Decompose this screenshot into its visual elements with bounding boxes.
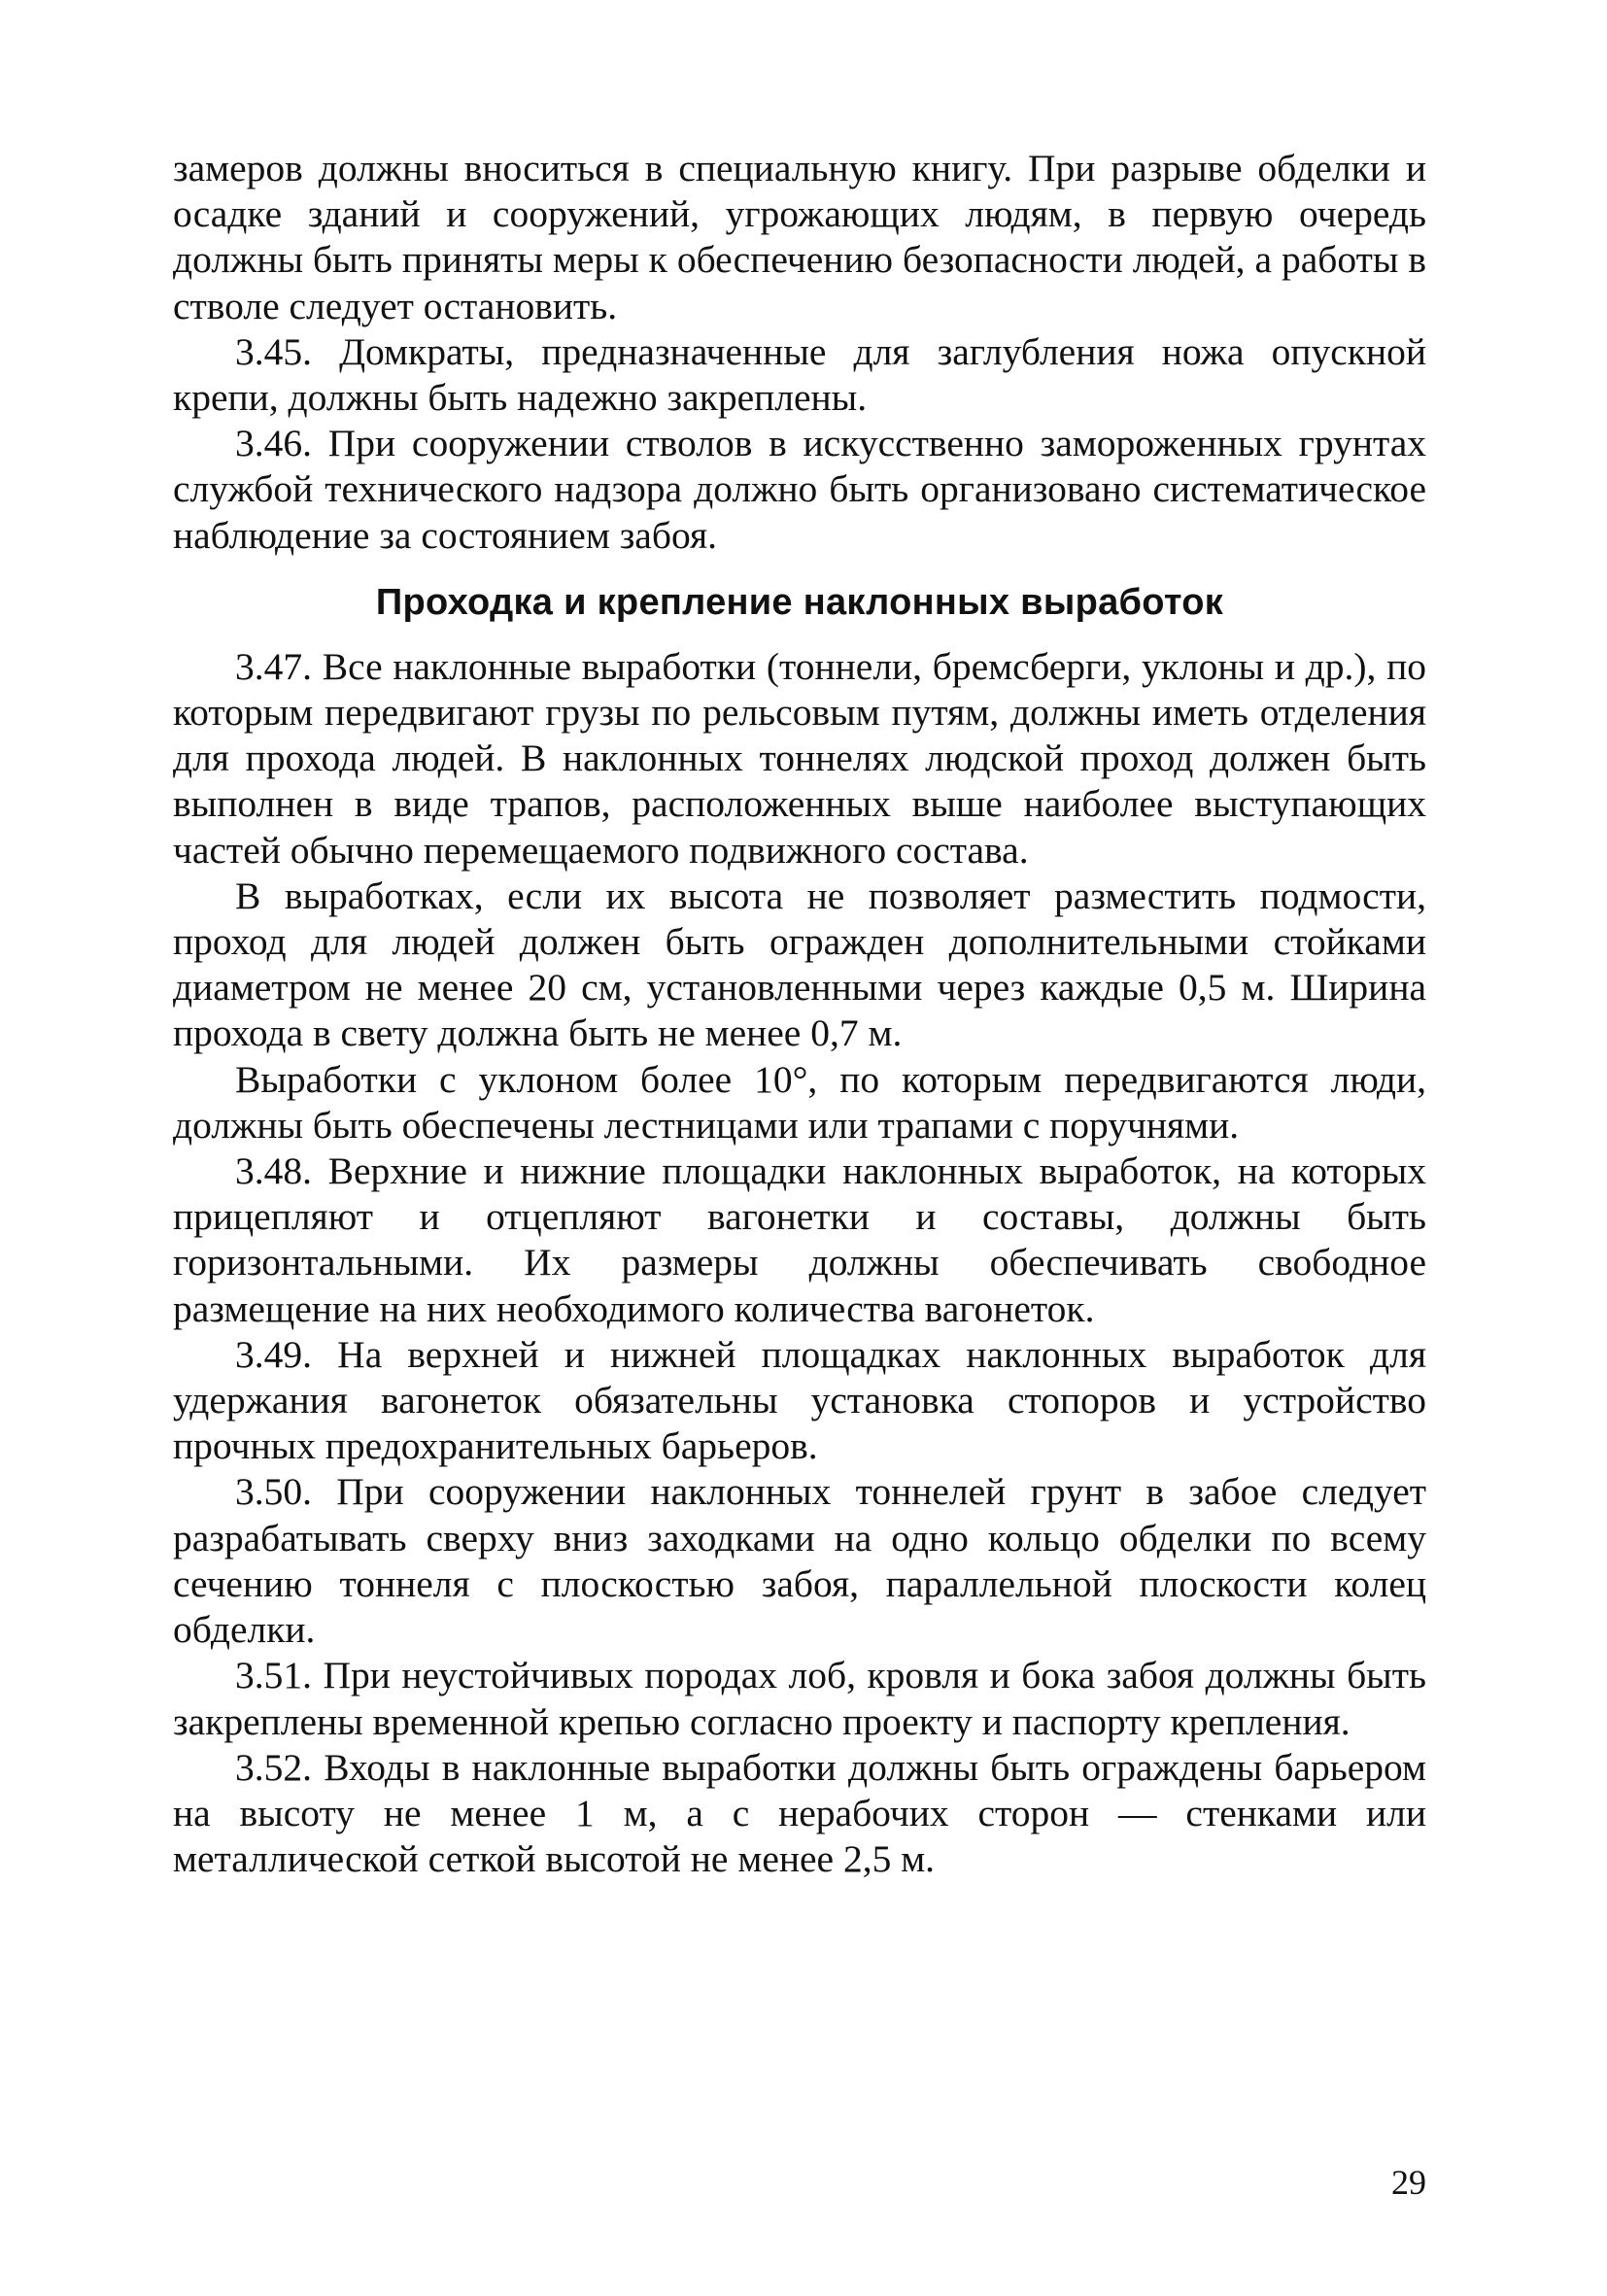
paragraph-3-50: 3.50. При сооружении наклонных тоннелей грунт в забое следует разрабатывать сверху вниз заходками на одно кольцо обделки по всему сечению тоннеля с плоскостью забоя, параллельной плоскости колец обделки.: [173, 1470, 1426, 1652]
paragraph-3-52: 3.52. Входы в наклонные выработки должны быть ограждены барьером на высоту не менее 1 м, а с нерабочих сторон — стенками или металлической сеткой высотой не менее 2,5 м.: [173, 1745, 1426, 1881]
page-body: [173, 146, 1426, 1882]
paragraph-3-46: 3.46. При сооружении стволов в искусственно замороженных грунтах службой технического надзора должно быть организовано систематическое наблюдение за состоянием забоя.: [173, 422, 1426, 557]
paragraph-3-45: 3.45. Домкраты, предназначенные для заглубления ножа опускной крепи, должны быть надежно закреплены.: [173, 329, 1426, 420]
section-heading: Проходка и крепление наклонных выработок: [375, 581, 1224, 623]
paragraph-3-47-b: В выработках, если их высота не позволяет разместить подмости, проход для людей должен быть огражден дополнительными стойками диаметром не менее 20 см, установленными через каждые 0,5 м. Ширина прохода в свету должна быть не менее 0,7 м.: [173, 874, 1426, 1055]
paragraph-3-47-c: Выработки с уклоном более 10°, по которым передвигаются люди, должны быть обеспечены лестницами или трапами с поручнями.: [173, 1057, 1426, 1147]
paragraph-3-48: 3.48. Верхние и нижние площадки наклонных выработок, на которых прицепляют и отцепляют вагонетки и составы, должны быть горизонтальными. Их размеры должны обеспечивать свободное размещение на них необходимого количества вагонеток.: [173, 1149, 1426, 1330]
paragraph-3-47: 3.47. Все наклонные выработки (тоннели, бремсберги, уклоны и др.), по которым передвигают грузы по рельсовым путям, должны иметь отделения для прохода людей. В наклонных тоннелях людской проход должен быть выполнен в виде трапов, расположенных выше наиболее выступающих частей обычно перемещаемого подвижного состава.: [173, 644, 1426, 872]
paragraph-continuation: замеров должны вноситься в специальную книгу. При разрыве обделки и осадке зданий и сооружений, угрожающих людям, в первую очередь должны быть приняты меры к обеспечению безопасности людей, а работы в стволе следует остановить.: [173, 147, 1426, 327]
page-number: 29: [1391, 2163, 1426, 2202]
paragraph-3-51: 3.51. При неустойчивых породах лоб, кровля и бока забоя должны быть закреплены временной крепью согласно проекту и паспорту крепления.: [173, 1654, 1426, 1743]
paragraph-3-49: 3.49. На верхней и нижней площадках наклонных выработок для удержания вагонеток обязательны установка стопоров и устройство прочных предохранительных барьеров.: [173, 1332, 1426, 1468]
